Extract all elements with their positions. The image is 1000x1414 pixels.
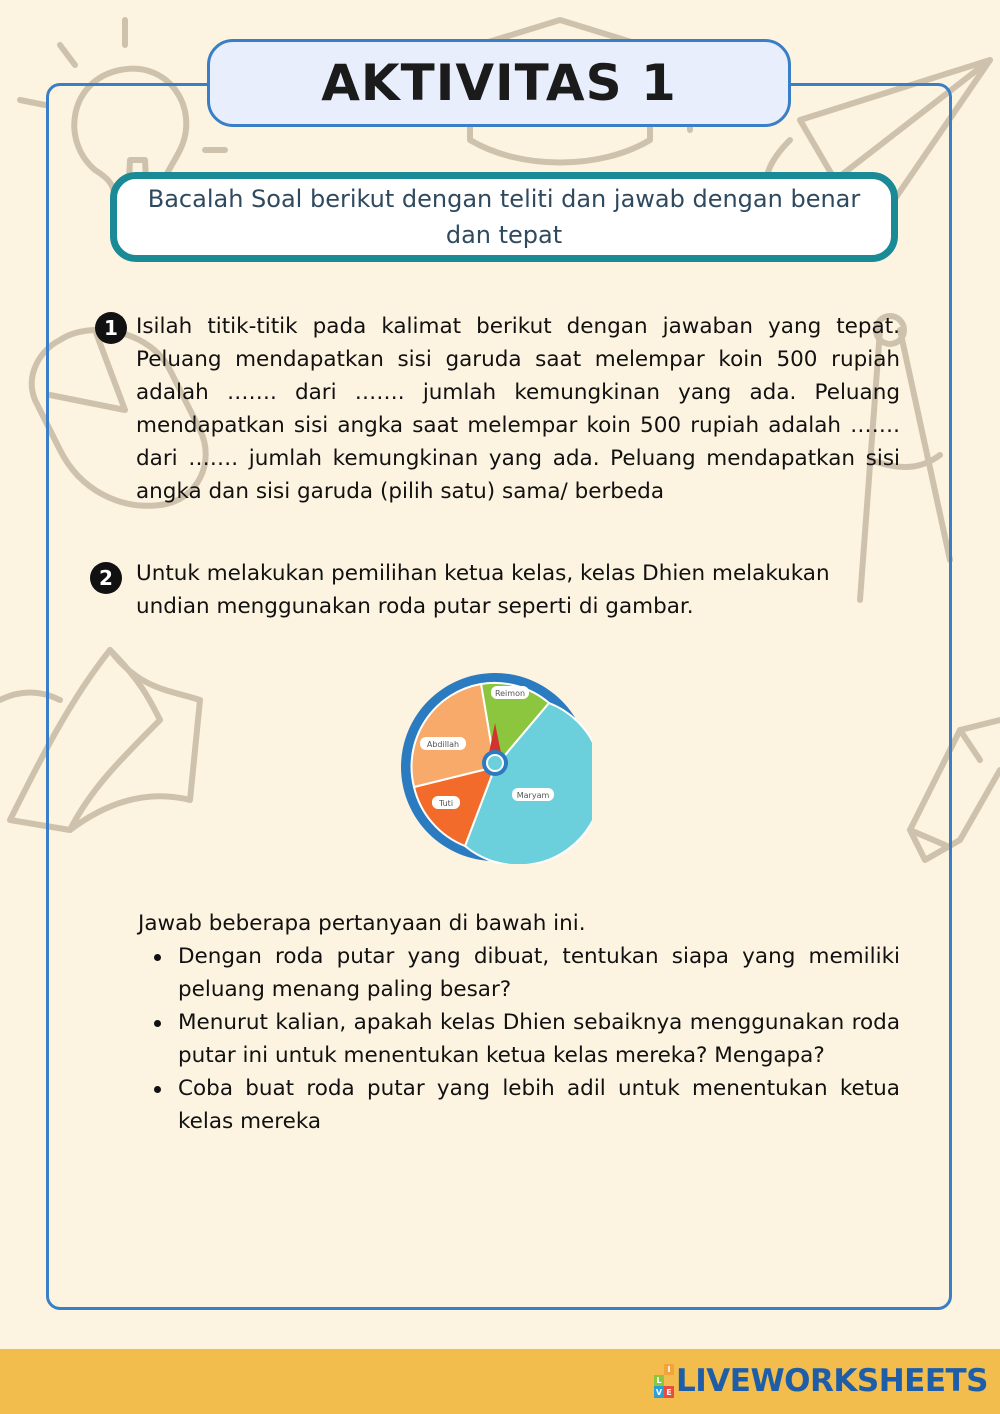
wheel-label-maryam: Maryam [516,791,550,800]
question-2-text: Untuk melakukan pemilihan ketua kelas, kelas Dhien melakukan undian menggunakan roda putar seperti di gambar. [136,561,830,619]
wheel-hub-inner [487,755,503,771]
question-number: 2 [99,566,113,590]
question-number-2-badge [90,562,122,594]
sub-questions-list [138,940,900,1138]
page-title: AKTIVITAS 1 [321,54,677,112]
liveworksheets-logo[interactable] [654,1363,988,1399]
wheel-label-abdillah: Abdillah [426,740,460,749]
question-1-text: Isilah titik-titik pada kalimat berikut dengan jawaban yang tepat. Peluang mendapatkan sisi garuda saat melempar koin 500 rupiah adalah ……. dari ……. jumlah kemungkinan yang ada. Peluang mendapatkan sisi angka saat melempar koin 500 rupiah adalah ……. dari ……. jumlah kemungkinan yang ada. Peluang mendapatkan sisi angka dan sisi garuda (pilih satu) sama/ berbeda [136,314,900,504]
logo-letter: I [664,1364,674,1375]
title-banner [207,39,791,127]
list-item: Menurut kalian, apakah kelas Dhien sebaiknya menggunakan roda putar ini untuk menentukan ketua kelas mereka? Mengapa? [138,1006,900,1072]
instruction-text: Bacalah Soal berikut dengan teliti dan jawab dengan benar dan tepat [147,185,861,249]
list-item: Dengan roda putar yang dibuat, tentukan siapa yang memiliki peluang menang paling besar? [138,940,900,1006]
logo-letter: L [654,1375,664,1386]
liveworksheets-mark-icon [654,1364,674,1398]
question-number: 1 [104,316,118,340]
wheel-label-reimon: Reimon [494,689,526,698]
footer-bar [0,1349,1000,1414]
logo-letter: E [664,1386,674,1398]
liveworksheets-wordmark: LIVEWORKSHEETS [676,1363,988,1399]
spinning-wheel-image [398,670,592,864]
wheel-label-tuti: Tuti [438,799,454,808]
instruction-banner [110,172,898,262]
question-number-1-badge [95,312,127,344]
logo-letter: V [655,1387,663,1397]
list-item: Coba buat roda putar yang lebih adil untuk menentukan ketua kelas mereka [138,1072,900,1138]
sub-questions-intro: Jawab beberapa pertanyaan di bawah ini. [138,911,586,936]
